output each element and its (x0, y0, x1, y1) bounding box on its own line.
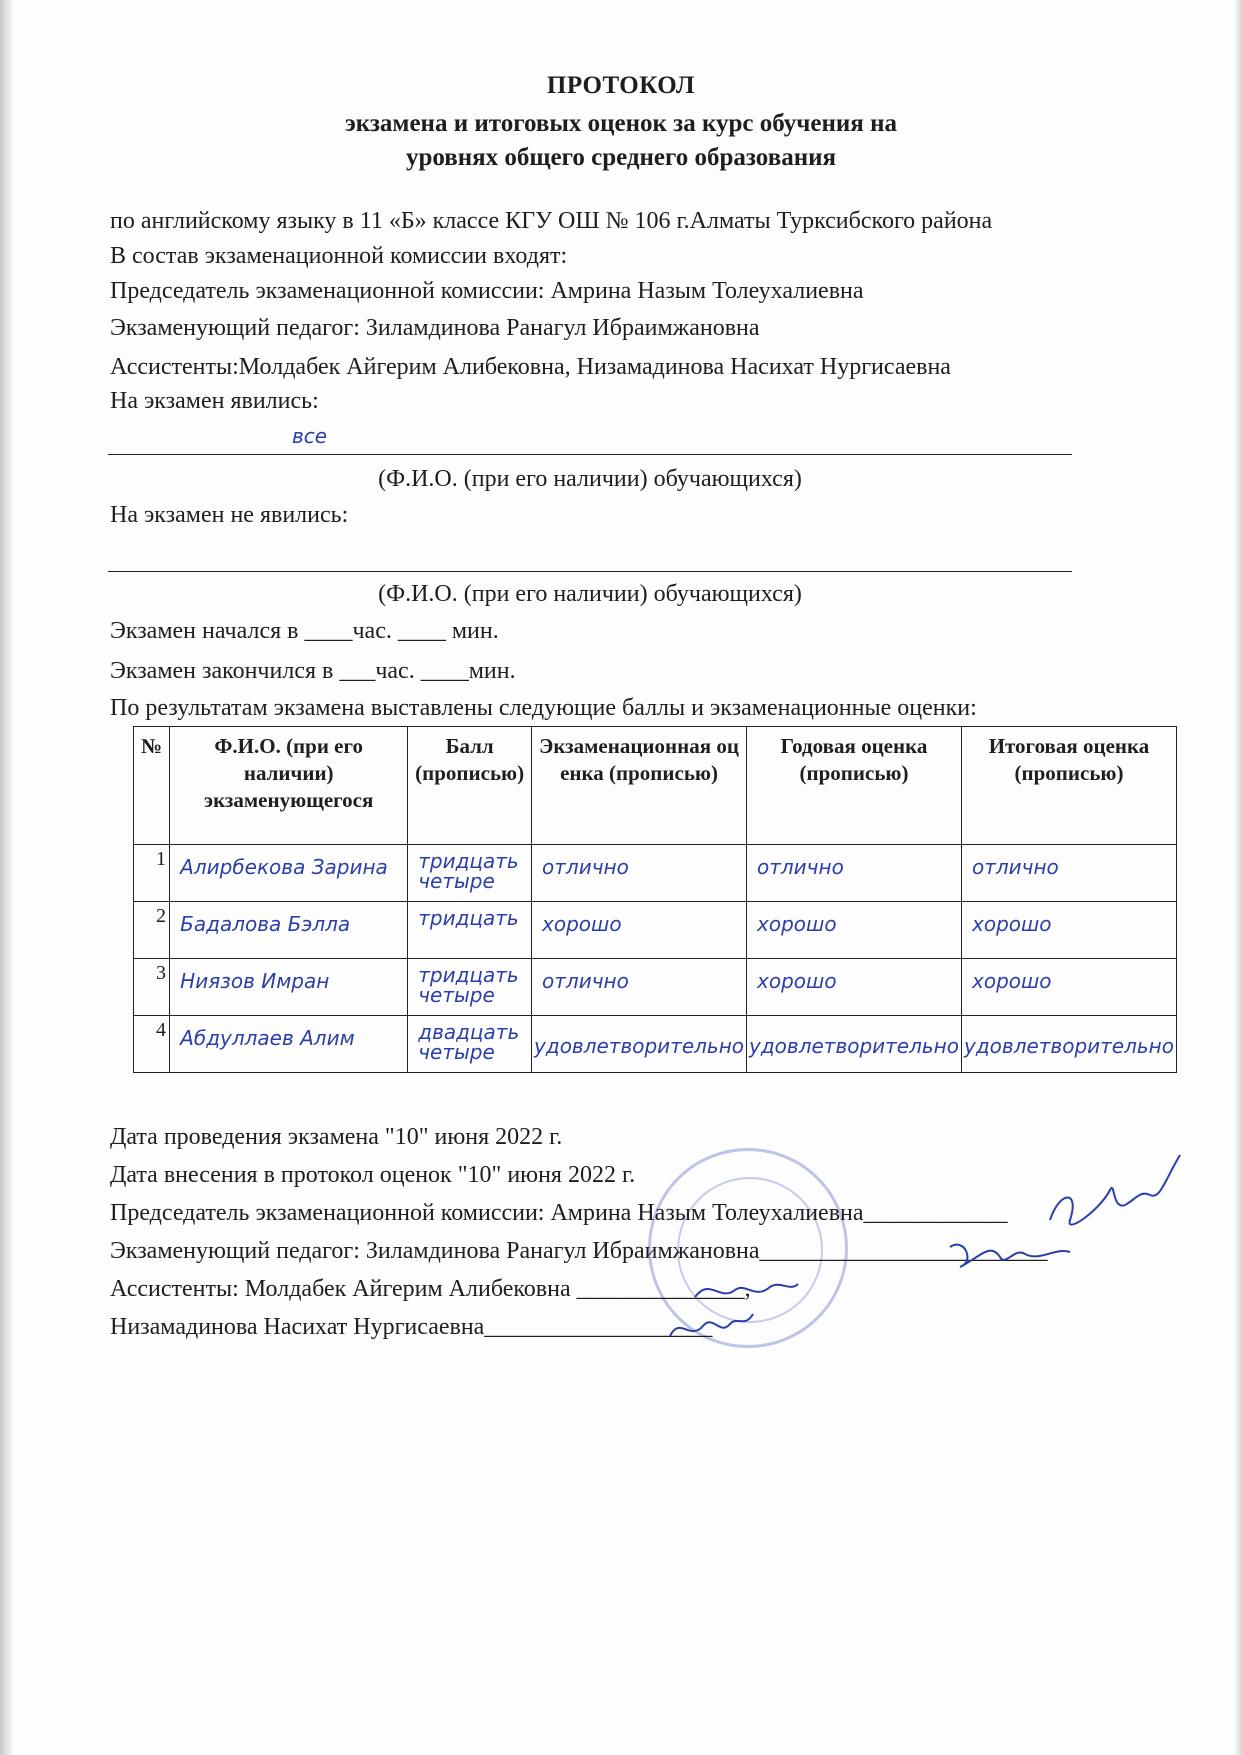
score-line1: двадцать (418, 1020, 520, 1044)
examiner-line: Экзаменующий педагог: Зиламдинова Ранагул Ибраимжановна (110, 315, 760, 341)
row-number: 1 (134, 845, 170, 902)
final-grade: хорошо (962, 959, 1177, 1016)
row-number: 3 (134, 959, 170, 1016)
chair-sign-blank: ____________ (863, 1200, 1008, 1226)
header-final-grade: Итоговая оценка (прописью) (962, 727, 1177, 845)
exam-grade: отлично (532, 959, 747, 1016)
absent-caption: (Ф.И.О. (при его наличии) обучающихся) (378, 581, 802, 607)
document-title: ПРОТОКОЛ (546, 72, 696, 99)
chair-sign-label: Председатель экзаменационной комиссии: Амрина Назым Толеухалиевна (110, 1200, 864, 1226)
assistant2-signature (665, 1306, 755, 1346)
score-line1: тридцать (418, 906, 519, 930)
student-name: Абдуллаев Алим (170, 1016, 408, 1073)
absent-label: На экзамен не явились: (110, 502, 349, 528)
attended-value: все (292, 424, 328, 448)
grades-table (133, 726, 1177, 1073)
exam-grade: отлично (532, 845, 747, 902)
attended-caption: (Ф.И.О. (при его наличии) обучающихся) (378, 466, 802, 492)
annual-grade: хорошо (747, 959, 962, 1016)
annual-grade: хорошо (747, 902, 962, 959)
document-subtitle-line2: уровнях общего среднего образования (405, 144, 837, 171)
exam-grade: удовлетворительно (532, 1016, 747, 1073)
score-line2: четыре (418, 1040, 495, 1064)
header-number: № (134, 727, 170, 845)
final-grade: отлично (962, 845, 1177, 902)
chair-signature (1040, 1150, 1190, 1240)
assistants-line: Ассистенты:Молдабек Айгерим Алибековна, Низамадинова Насихат Нургисаевна (110, 354, 951, 380)
assistant2-sign-blank: ___________________ (484, 1314, 713, 1340)
row-number: 2 (134, 902, 170, 959)
header-exam-grade: Экзаменационная оценка (прописью) (532, 727, 747, 845)
assistant2-sign-label: Низамадинова Насихат Нургисаевна (110, 1314, 485, 1340)
exam-grade: хорошо (532, 902, 747, 959)
assistant1-sign-blank: ______________, (576, 1276, 751, 1302)
student-name: Ниязов Имран (170, 959, 408, 1016)
score-words (408, 845, 532, 902)
table-row (134, 845, 1177, 902)
score-line2: четыре (418, 869, 495, 893)
annual-grade: отлично (747, 845, 962, 902)
attended-rule (108, 454, 1072, 455)
chair-sign-row (110, 1200, 1008, 1227)
assistant1-sign-label: Ассистенты: Молдабек Айгерим Алибековна (110, 1276, 571, 1302)
chair-line: Председатель экзаменационной комиссии: Амрина Назым Толеухалиевна (110, 278, 864, 304)
score-words (408, 1016, 532, 1073)
scan-edge-shadow-right (1234, 0, 1242, 1755)
header-name: Ф.И.О. (при его наличии) экзаменующегося (170, 727, 408, 845)
final-grade: удовлетворительно (962, 1016, 1177, 1073)
assistant1-signature (690, 1272, 800, 1307)
results-line: По результатам экзамена выставлены следующие баллы и экзаменационные оценки: (110, 695, 977, 721)
exam-date-line: Дата проведения экзамена "10" июня 2022 г. (110, 1124, 563, 1150)
scan-edge-shadow (0, 0, 14, 1755)
score-line1: тридцать (418, 849, 519, 873)
student-name: Бадалова Бэлла (170, 902, 408, 959)
assistant2-sign-row (110, 1314, 712, 1341)
final-grade: хорошо (962, 902, 1177, 959)
examiner-sign-row (110, 1238, 1048, 1265)
assistant1-sign-row (110, 1276, 751, 1303)
score-line1: тридцать (418, 963, 519, 987)
examiner-sign-blank: ________________________ (759, 1238, 1048, 1264)
exam-start-line: Экзамен начался в ____час. ____ мин. (110, 618, 499, 644)
header-annual-grade: Годовая оценка (прописью) (747, 727, 962, 845)
table-row (134, 902, 1177, 959)
entry-date-line: Дата внесения в протокол оценок "10" июня 2022 г. (110, 1162, 636, 1188)
header-score: Балл (прописью) (408, 727, 532, 845)
student-name: Алирбекова Зарина (170, 845, 408, 902)
score-words (408, 902, 532, 959)
document-subtitle-line1: экзамена и итоговых оценок за курс обучения на (345, 110, 897, 137)
table-row (134, 1016, 1177, 1073)
table-header-row (134, 727, 1177, 845)
row-number: 4 (134, 1016, 170, 1073)
score-line2: четыре (418, 983, 495, 1007)
table-row (134, 959, 1177, 1016)
score-words (408, 959, 532, 1016)
commission-line: В состав экзаменационной комиссии входят: (110, 243, 568, 269)
attended-label: На экзамен явились: (110, 388, 319, 414)
exam-end-line: Экзамен закончился в ___час. ____мин. (110, 658, 516, 684)
subject-line: по английскому языку в 11 «Б» классе КГУ ОШ № 106 г.Алматы Турксибского района (110, 208, 993, 234)
examiner-sign-label: Экзаменующий педагог: Зиламдинова Ранагул Ибраимжановна (110, 1238, 760, 1264)
examiner-signature (945, 1232, 1075, 1277)
annual-grade: удовлетворительно (747, 1016, 962, 1073)
absent-rule (108, 571, 1072, 572)
